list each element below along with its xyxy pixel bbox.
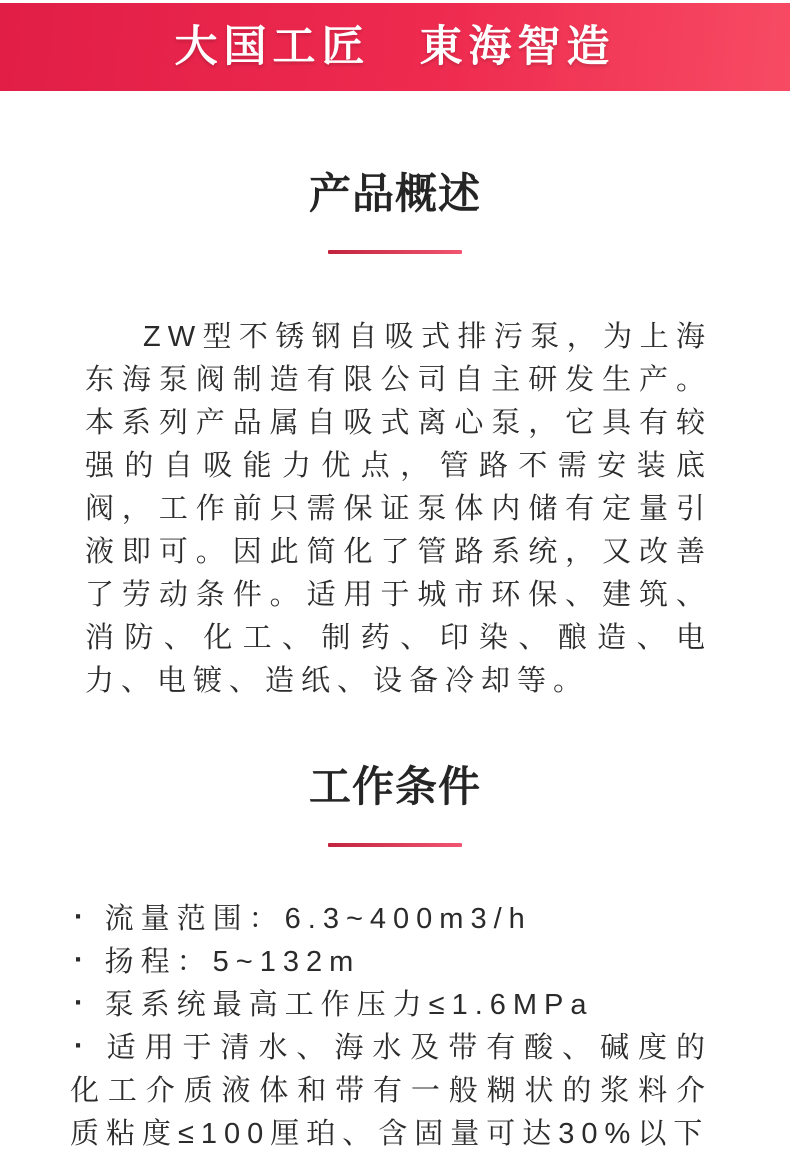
list-item-text: 流量范围：6.3~400m3/h: [104, 902, 532, 935]
bullet-marker: ·: [74, 986, 91, 1019]
list-item: [70, 1027, 712, 1156]
list-item: [70, 984, 712, 1027]
overview-paragraph: ZW型不锈钢自吸式排污泵，为上海东海泵阀制造有限公司自主研发生产。本系列产品属自吸式离心泵，它具有较强的自吸能力优点，管路不需安装底阀，工作前只需保证泵体内储有定量引液即可。因此简化了管路系统，又改善了劳动条件。适用于城市环保、建筑、消防、化工、制药、印染、酿造、电力、电镀、造纸、设备冷却等。: [85, 320, 712, 697]
list-item: [70, 898, 712, 941]
conditions-title-divider: [328, 843, 462, 847]
banner-title: 大国工匠 東海智造: [174, 22, 616, 71]
list-item-text: 适用于清水、海水及带有酸、碱度的化工介质液体和带有一般糊状的浆料介质粘度≤100厘珀、含固量可达30%以下: [70, 1031, 712, 1150]
bullet-marker: ·: [74, 1029, 91, 1062]
list-item-text: 泵系统最高工作压力≤1.6MPa: [104, 988, 594, 1021]
list-item-text: 扬程：5~132m: [104, 945, 361, 978]
bullet-marker: ·: [74, 900, 91, 933]
conditions-list: [0, 898, 790, 1156]
overview-title-divider: [328, 250, 462, 254]
list-item: [70, 941, 712, 984]
bullet-marker: ·: [74, 943, 91, 976]
section-title-conditions: 工作条件: [308, 762, 481, 810]
header-banner: [0, 3, 790, 91]
section-title-overview: 产品概述: [308, 170, 481, 217]
